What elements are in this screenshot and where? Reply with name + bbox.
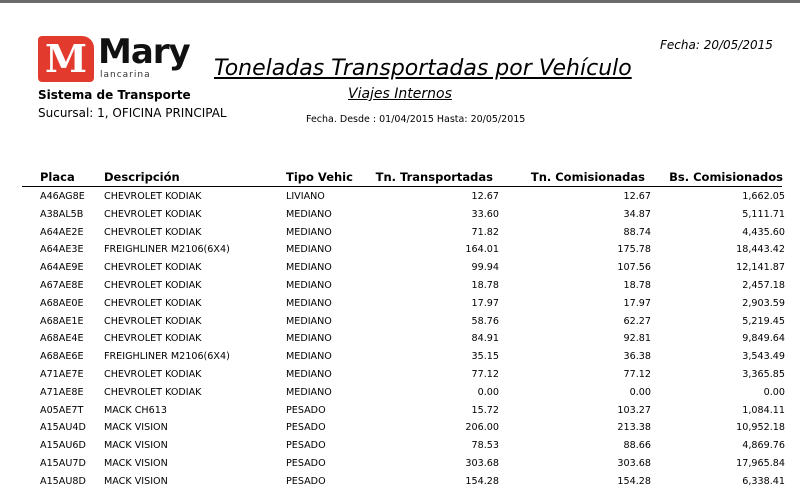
cell-bs-comisionados: 4,435.60 (742, 226, 785, 238)
cell-descripcion: CHEVROLET KODIAK (104, 279, 202, 291)
table-row (0, 225, 800, 243)
cell-descripcion: CHEVROLET KODIAK (104, 226, 202, 238)
cell-tn-transportadas: 18.78 (471, 279, 499, 291)
table-row (0, 314, 800, 332)
cell-tn-transportadas: 0.00 (477, 386, 499, 398)
cell-tipo: PESADO (286, 457, 326, 469)
column-header-descripcion: Descripción (104, 170, 180, 184)
column-header-tn-comisionadas: Tn. Comisionadas (530, 170, 645, 184)
cell-tn-comisionadas: 77.12 (623, 368, 651, 380)
cell-descripcion: CHEVROLET KODIAK (104, 386, 202, 398)
report-title: Toneladas Transportadas por Vehículo (214, 56, 632, 81)
cell-bs-comisionados: 0.00 (763, 386, 785, 398)
cell-placa: A71AE7E (40, 368, 84, 380)
cell-tn-comisionadas: 107.56 (617, 262, 651, 274)
cell-descripcion: MACK VISION (104, 457, 168, 469)
cell-bs-comisionados: 3,543.49 (742, 351, 785, 363)
cell-placa: A15AU6D (40, 440, 86, 452)
cell-descripcion: CHEVROLET KODIAK (104, 368, 202, 380)
company-logo (38, 32, 198, 84)
column-header-tn-transportadas: Tn. Transportadas (375, 170, 493, 184)
table-row (0, 331, 800, 349)
cell-descripcion: CHEVROLET KODIAK (104, 262, 202, 274)
cell-tn-transportadas: 58.76 (471, 315, 499, 327)
cell-bs-comisionados: 2,457.18 (742, 279, 785, 291)
cell-tn-comisionadas: 0.00 (629, 386, 651, 398)
cell-tn-comisionadas: 303.68 (617, 457, 651, 469)
cell-tipo: PESADO (286, 422, 326, 434)
cell-tipo: MEDIANO (286, 226, 332, 238)
cell-descripcion: CHEVROLET KODIAK (104, 208, 202, 220)
system-name: Sistema de Transporte (38, 88, 191, 102)
cell-tn-comisionadas: 92.81 (623, 333, 651, 345)
cell-descripcion: FREIGHLINER M2106(6X4) (104, 351, 230, 363)
table-row (0, 278, 800, 296)
cell-descripcion: CHEVROLET KODIAK (104, 297, 202, 309)
cell-tn-comisionadas: 12.67 (623, 191, 651, 202)
table-row (0, 385, 800, 403)
cell-placa: A38AL5B (40, 208, 84, 220)
table-row (0, 474, 800, 492)
cell-tn-transportadas: 12.67 (471, 191, 499, 202)
table-row (0, 456, 800, 474)
cell-tipo: PESADO (286, 440, 326, 452)
cell-tn-transportadas: 206.00 (465, 422, 499, 434)
cell-descripcion: CHEVROLET KODIAK (104, 315, 202, 327)
cell-tn-comisionadas: 103.27 (617, 404, 651, 416)
cell-placa: A68AE4E (40, 333, 84, 345)
table-row (0, 367, 800, 385)
cell-placa: A64AE9E (40, 262, 84, 274)
table-row (0, 349, 800, 367)
cell-placa: A68AE6E (40, 351, 84, 363)
table-row (0, 242, 800, 260)
cell-tn-comisionadas: 213.38 (617, 422, 651, 434)
cell-bs-comisionados: 5,111.71 (742, 208, 785, 220)
cell-descripcion: MACK CH613 (104, 404, 167, 416)
cell-tn-transportadas: 15.72 (471, 404, 499, 416)
cell-bs-comisionados: 9,849.64 (742, 333, 785, 345)
cell-bs-comisionados: 10,952.18 (736, 422, 785, 434)
logo-subtext: lancarina (100, 70, 151, 80)
cell-tipo: MEDIANO (286, 208, 332, 220)
cell-tn-transportadas: 71.82 (471, 226, 499, 238)
cell-bs-comisionados: 1,662.05 (742, 191, 785, 202)
column-header-placa: Placa (40, 170, 75, 184)
table-row (0, 296, 800, 314)
table-row (0, 420, 800, 438)
cell-tn-transportadas: 78.53 (471, 440, 499, 452)
cell-tn-comisionadas: 34.87 (623, 208, 651, 220)
cell-tipo: MEDIANO (286, 368, 332, 380)
cell-tn-transportadas: 154.28 (465, 475, 499, 487)
report-subtitle: Viajes Internos (348, 86, 452, 102)
cell-placa: A64AE3E (40, 244, 84, 256)
cell-tn-transportadas: 303.68 (465, 457, 499, 469)
cell-bs-comisionados: 12,141.87 (736, 262, 785, 274)
cell-tipo: LIVIANO (286, 191, 325, 202)
cell-descripcion: FREIGHLINER M2106(6X4) (104, 244, 230, 256)
cell-tn-transportadas: 84.91 (471, 333, 499, 345)
date-range: Fecha. Desde : 01/04/2015 Hasta: 20/05/2015 (306, 114, 526, 125)
cell-tn-comisionadas: 36.38 (623, 351, 651, 363)
table-header (0, 170, 800, 186)
cell-descripcion: CHEVROLET KODIAK (104, 333, 202, 345)
cell-tn-transportadas: 99.94 (471, 262, 499, 274)
table-row (0, 207, 800, 225)
cell-bs-comisionados: 6,338.41 (742, 475, 785, 487)
cell-tn-transportadas: 77.12 (471, 368, 499, 380)
table-row (0, 260, 800, 278)
column-header-tipo: Tipo Vehic (286, 170, 353, 184)
cell-placa: A64AE2E (40, 226, 84, 238)
cell-placa: A67AE8E (40, 279, 84, 291)
column-header-bs-comisionados: Bs. Comisionados (669, 170, 783, 184)
top-border (0, 0, 800, 3)
cell-bs-comisionados: 3,365.85 (742, 368, 785, 380)
header-divider (22, 186, 782, 187)
table-row (0, 438, 800, 456)
cell-tn-comisionadas: 62.27 (623, 315, 651, 327)
cell-bs-comisionados: 2,903.59 (742, 297, 785, 309)
cell-bs-comisionados: 5,219.45 (742, 315, 785, 327)
cell-tipo: PESADO (286, 404, 326, 416)
cell-tipo: PESADO (286, 475, 326, 487)
cell-tn-comisionadas: 175.78 (617, 244, 651, 256)
cell-placa: A15AU4D (40, 422, 86, 434)
cell-placa: A15AU7D (40, 457, 86, 469)
table-body (0, 189, 800, 492)
cell-placa: A46AG8E (40, 191, 85, 202)
table-row (0, 403, 800, 421)
cell-tn-comisionadas: 18.78 (623, 279, 651, 291)
cell-tipo: MEDIANO (286, 351, 332, 363)
cell-descripcion: MACK VISION (104, 440, 168, 452)
logo-name: Mary (98, 32, 190, 72)
cell-tn-transportadas: 35.15 (471, 351, 499, 363)
cell-placa: A05AE7T (40, 404, 84, 416)
cell-tipo: MEDIANO (286, 333, 332, 345)
report-date: Fecha: 20/05/2015 (660, 38, 773, 52)
cell-tn-transportadas: 164.01 (465, 244, 499, 256)
cell-tn-transportadas: 33.60 (471, 208, 499, 220)
cell-placa: A68AE1E (40, 315, 84, 327)
cell-bs-comisionados: 1,084.11 (742, 404, 785, 416)
cell-placa: A15AU8D (40, 475, 86, 487)
cell-tipo: MEDIANO (286, 315, 332, 327)
cell-bs-comisionados: 17,965.84 (736, 457, 785, 469)
cell-tn-comisionadas: 88.66 (623, 440, 651, 452)
cell-tipo: MEDIANO (286, 262, 332, 274)
cell-placa: A71AE8E (40, 386, 84, 398)
cell-descripcion: CHEVROLET KODIAK (104, 191, 202, 202)
cell-tn-comisionadas: 17.97 (623, 297, 651, 309)
cell-tipo: MEDIANO (286, 279, 332, 291)
cell-bs-comisionados: 18,443.42 (736, 244, 785, 256)
cell-tn-comisionadas: 154.28 (617, 475, 651, 487)
cell-tn-comisionadas: 88.74 (623, 226, 651, 238)
cell-placa: A68AE0E (40, 297, 84, 309)
cell-descripcion: MACK VISION (104, 422, 168, 434)
logo-letter: M (44, 36, 88, 81)
table-row (0, 189, 800, 207)
cell-tipo: MEDIANO (286, 297, 332, 309)
cell-tipo: MEDIANO (286, 386, 332, 398)
cell-tn-transportadas: 17.97 (471, 297, 499, 309)
cell-tipo: MEDIANO (286, 244, 332, 256)
cell-descripcion: MACK VISION (104, 475, 168, 487)
cell-bs-comisionados: 4,869.76 (742, 440, 785, 452)
branch-label: Sucursal: 1, OFICINA PRINCIPAL (38, 106, 227, 120)
